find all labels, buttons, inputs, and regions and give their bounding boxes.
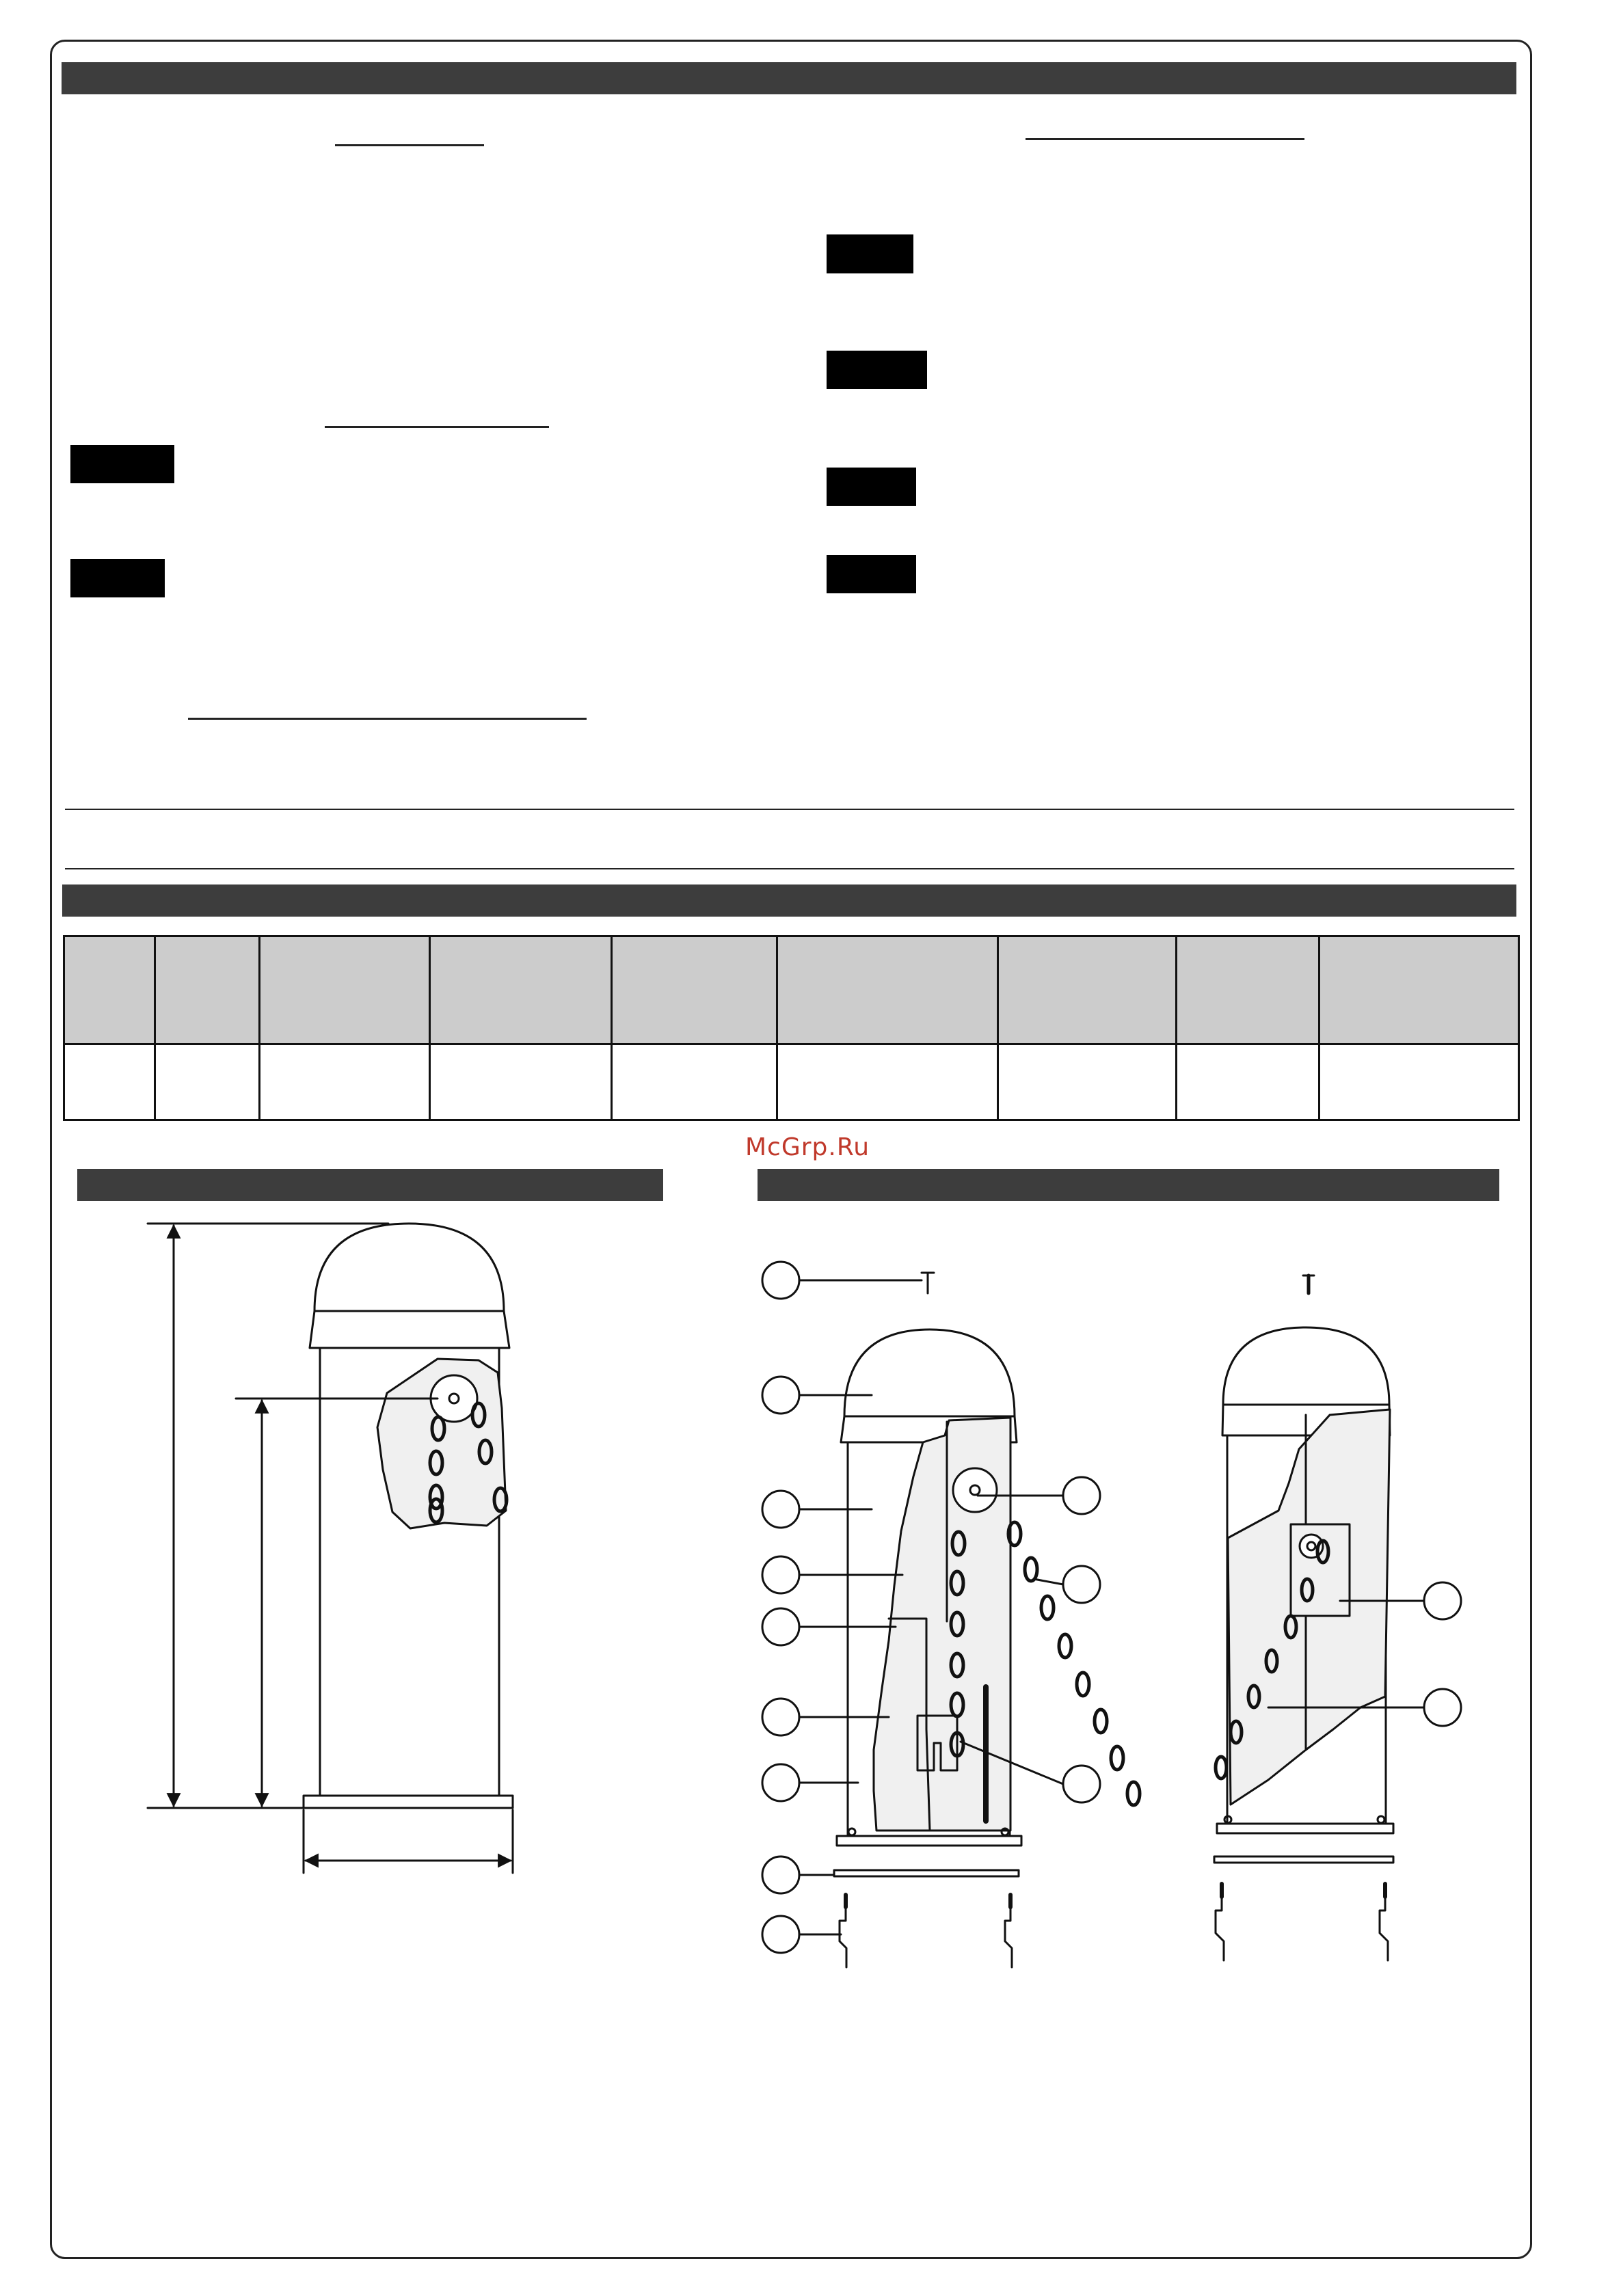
anchor-bracket-left (840, 1907, 846, 1967)
callout-circle (762, 1916, 799, 1953)
anchor-bracket-left (1216, 1897, 1224, 1960)
callout-circle (1063, 1766, 1100, 1802)
gasket-plate (1214, 1856, 1393, 1863)
callout-circle (762, 1764, 799, 1801)
anchor-bracket-right (1005, 1907, 1012, 1967)
callout-circle (762, 1377, 799, 1414)
cap-collar (310, 1311, 509, 1348)
callout-circle (762, 1608, 799, 1645)
component-drawing-box (1214, 1275, 1461, 1960)
base-plate (837, 1836, 1021, 1846)
chain-pulley (953, 1468, 997, 1512)
base-plate (304, 1796, 513, 1808)
callout-circle (762, 1262, 799, 1299)
watermark: McGrp.Ru (745, 1133, 870, 1161)
callout-circle (762, 1556, 799, 1593)
base-plate (1217, 1824, 1393, 1833)
anchor-bolt-head (1378, 1816, 1384, 1823)
anchor-bracket-right (1380, 1897, 1388, 1960)
anchor-bolt-head (848, 1828, 855, 1835)
anchor-bolt-head (1002, 1828, 1008, 1835)
dome-cap (844, 1329, 1015, 1416)
callout-circle (1424, 1582, 1461, 1619)
callout-circle (762, 1699, 799, 1735)
callout-circle (762, 1856, 799, 1893)
dome-cap (314, 1224, 504, 1311)
gasket-plate (834, 1870, 1019, 1876)
callout-circle (1424, 1689, 1461, 1726)
callout-leader (1034, 1579, 1063, 1584)
callout-circle (1063, 1566, 1100, 1603)
callout-circle (762, 1491, 799, 1528)
dome-cap (1223, 1327, 1389, 1405)
component-drawing-chain (762, 1262, 1140, 1967)
dimension-drawing (148, 1224, 513, 1873)
callout-circle (1063, 1477, 1100, 1514)
